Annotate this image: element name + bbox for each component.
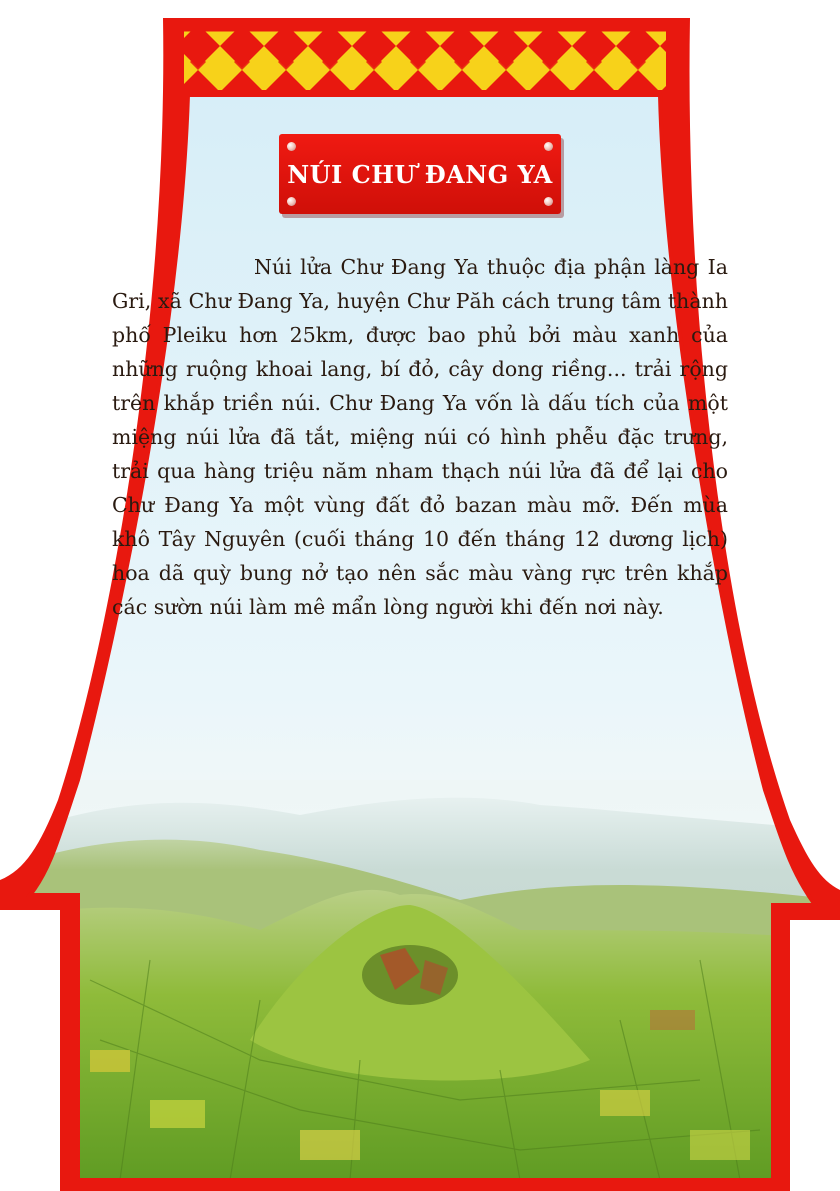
decorative-band (184, 30, 666, 92)
rivet-icon (544, 142, 553, 151)
rivet-icon (287, 197, 296, 206)
rivet-icon (544, 197, 553, 206)
title-banner (279, 134, 561, 214)
page-title: NÚI CHƯ ĐANG YA (287, 159, 553, 189)
article-paragraph: Núi lửa Chư Đang Ya thuộc địa phận làng Ia Gri, xã Chư Đang Ya, huyện Chư Păh cách trung tâm thành phố Pleiku hơn 25km, được bao phủ bởi màu xanh của những ruộng khoai lang, bí đỏ, cây dong riềng... trải rộng trên khắp triền núi. Chư Đang Ya vốn là dấu tích của một miệng núi lửa đã tắt, miệng núi có hình phễu đặc trưng, trải qua hàng triệu năm nham thạch núi lửa đã để lại cho Chư Đang Ya một vùng đất đỏ bazan màu mỡ. Đến mùa khô Tây Nguyên (cuối tháng 10 đến tháng 12 dương lịch) hoa dã quỳ bung nở tạo nên sắc màu vàng rực trên khắp các sườn núi làm mê mẩn lòng người khi đến nơi này. (112, 255, 728, 619)
rivet-icon (287, 142, 296, 151)
landscape-illustration (0, 780, 840, 1191)
